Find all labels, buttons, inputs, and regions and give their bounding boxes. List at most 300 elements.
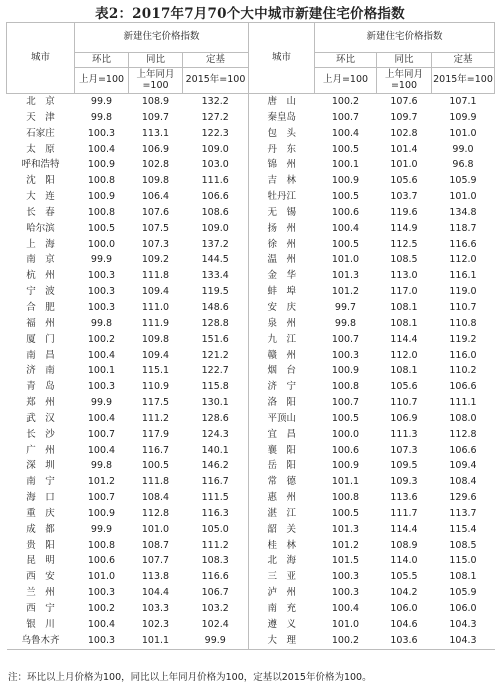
mom-value-left: 99.8: [90, 111, 113, 123]
base-value-right: 107.1: [449, 96, 477, 107]
base-value-left: 105.0: [183, 522, 249, 538]
table-row: [7, 268, 495, 284]
base-value-left: 99.9: [183, 633, 249, 649]
city-name-left: 北 京: [26, 96, 55, 107]
table-row: [7, 173, 495, 189]
mom-value-right: 100.2: [331, 96, 360, 107]
yoy-value-right: 103.7: [390, 191, 418, 203]
city-name-left: 南 昌: [26, 349, 55, 361]
yoy-value-right: 106.0: [390, 603, 418, 614]
base-value-left: 148.6: [183, 300, 249, 316]
city-name-left: 贵 阳: [26, 539, 55, 551]
base-value-right: 134.8: [449, 206, 477, 218]
city-name-left: 南 宁: [26, 476, 55, 488]
city-name-right: 泉 州: [267, 317, 296, 329]
mom-value-left: 100.8: [87, 206, 116, 218]
mom-value-left: 100.4: [87, 412, 116, 424]
yoy-value-left: 113.1: [141, 127, 170, 139]
base-value-right: 110.8: [449, 317, 477, 329]
mom-value-right: 99.8: [334, 317, 357, 329]
city-name-right: 洛 阳: [267, 397, 296, 409]
yoy-value-right: 109.7: [390, 111, 418, 123]
table-row: [7, 585, 495, 601]
table-row: [7, 474, 495, 490]
yoy-value-left: 109.2: [141, 254, 170, 266]
base-value-right: 119.2: [449, 333, 477, 345]
mom-value-left: 99.8: [90, 460, 113, 472]
city-name-right: 吉 林: [267, 175, 296, 187]
city-name-left: 呼和浩特: [21, 159, 60, 171]
yoy-value-left: 109.8: [141, 333, 170, 345]
yoy-value-left: 109.4: [141, 286, 170, 298]
table-row: [7, 538, 495, 554]
yoy-value-left: 111.8: [141, 270, 170, 282]
city-name-left: 杭 州: [26, 270, 55, 282]
city-name-right: 扬 州: [267, 222, 296, 234]
city-name-left: 长 沙: [26, 428, 55, 440]
yoy-value-right: 108.9: [390, 539, 418, 551]
base-value-right: 129.6: [449, 492, 477, 504]
base-value-right: 99.0: [452, 143, 474, 155]
table-row: [7, 348, 495, 364]
yoy-value-right: 113.0: [390, 270, 418, 282]
mom-value-left: 100.9: [87, 507, 116, 519]
yoy-value-right: 119.6: [390, 206, 418, 218]
yoy-value-left: 107.3: [141, 238, 170, 250]
mom-value-right: 100.7: [331, 333, 360, 345]
mom-value-right: 101.0: [331, 618, 360, 630]
column-header-city-right: 城市: [249, 23, 315, 94]
mom-value-left: 99.9: [90, 254, 113, 266]
mom-value-left: 100.0: [87, 238, 116, 250]
yoy-value-left: 101.1: [129, 633, 183, 649]
yoy-value-left: 108.4: [141, 492, 170, 504]
table-row: [7, 300, 495, 316]
base-value-left: 116.3: [183, 506, 249, 522]
yoy-value-left: 107.6: [141, 206, 170, 218]
city-name-left: 石家庄: [26, 127, 55, 139]
mom-value-right: 100.5: [331, 507, 360, 519]
city-name-left: 合 肥: [26, 301, 55, 313]
base-value-left: 130.1: [183, 395, 249, 411]
city-name-left: 海 口: [26, 492, 55, 504]
city-name-left: 福 州: [26, 317, 55, 329]
table-header: [7, 23, 495, 94]
mom-value-right: 99.7: [334, 301, 357, 313]
base-value-left: 151.6: [183, 332, 249, 348]
mom-value-left: 100.4: [87, 444, 116, 456]
city-name-left: 西 宁: [26, 603, 55, 614]
base-value-right: 115.0: [449, 555, 477, 567]
table-row: [7, 490, 495, 506]
yoy-value-right: 108.1: [390, 365, 418, 377]
city-name-left: 宁 波: [26, 286, 55, 298]
yoy-value-left: 116.7: [141, 444, 170, 456]
yoy-value-left: 103.3: [141, 603, 170, 614]
base-value-left: 128.6: [183, 411, 249, 427]
city-name-left: 郑 州: [26, 397, 55, 409]
table-row: [7, 617, 495, 633]
mom-value-left: 100.6: [87, 555, 116, 567]
city-name-right: 温 州: [267, 254, 296, 266]
yoy-value-right: 101.4: [390, 143, 418, 155]
city-name-right: 金 华: [267, 270, 296, 282]
base-value-right: 116.0: [449, 349, 477, 361]
base-value-right: 106.0: [449, 603, 477, 614]
yoy-value-right: 103.6: [377, 633, 432, 649]
column-group-header-right: 新建住宅价格指数: [315, 23, 495, 53]
base-value-left: 122.7: [183, 363, 249, 379]
mom-value-right: 100.8: [331, 381, 360, 393]
yoy-value-left: 109.7: [141, 111, 170, 123]
mom-value-left: 100.3: [75, 633, 129, 649]
city-name-left: 济 南: [26, 365, 55, 377]
yoy-value-right: 112.5: [390, 238, 418, 250]
mom-value-right: 101.2: [331, 286, 360, 298]
column-subheader-mom-right: 上月=100: [315, 68, 377, 94]
table-row: [7, 443, 495, 459]
mom-value-left: 100.3: [87, 127, 116, 139]
yoy-value-left: 102.8: [141, 159, 170, 171]
city-name-left: 深 圳: [26, 460, 55, 472]
mom-value-left: 100.3: [87, 270, 116, 282]
yoy-value-right: 107.6: [390, 96, 418, 107]
mom-value-right: 100.8: [331, 492, 360, 504]
mom-value-left: 99.9: [90, 397, 113, 409]
table-row: [7, 126, 495, 142]
yoy-value-right: 107.3: [390, 444, 418, 456]
table-row: [7, 506, 495, 522]
yoy-value-right: 102.8: [390, 127, 418, 139]
table-row: [7, 284, 495, 300]
mom-value-left: 100.4: [87, 143, 116, 155]
base-value-right: 112.0: [449, 254, 477, 266]
yoy-value-left: 111.0: [141, 301, 170, 313]
column-header-base-left: 定基: [183, 53, 249, 68]
mom-value-right: 100.7: [331, 397, 360, 409]
table-row: [7, 189, 495, 205]
yoy-value-left: 111.8: [141, 476, 170, 488]
city-name-left: 西 安: [26, 571, 55, 583]
mom-value-right: 100.3: [331, 587, 360, 599]
city-name-left: 天 津: [26, 111, 55, 123]
mom-value-left: 100.1: [87, 365, 116, 377]
base-value-right: 112.8: [449, 428, 477, 440]
yoy-value-right: 117.0: [390, 286, 418, 298]
base-value-left: 124.3: [183, 427, 249, 443]
mom-value-right: 100.3: [331, 349, 360, 361]
city-name-right: 韶 关: [267, 523, 296, 535]
yoy-value-right: 109.5: [390, 460, 418, 472]
base-value-left: 108.3: [183, 553, 249, 569]
mom-value-left: 99.9: [90, 523, 113, 535]
mom-value-right: 100.9: [331, 365, 360, 377]
base-value-right: 109.4: [449, 460, 477, 472]
base-value-right: 119.0: [449, 286, 477, 298]
column-header-city-left: 城市: [7, 23, 75, 94]
city-name-right: 济 宁: [267, 381, 296, 393]
yoy-value-right: 112.0: [390, 349, 418, 361]
yoy-value-right: 111.7: [390, 507, 418, 519]
yoy-value-left: 108.7: [141, 539, 170, 551]
yoy-value-left: 104.4: [141, 587, 170, 599]
city-name-left: 昆 明: [26, 555, 55, 567]
yoy-value-left: 112.8: [141, 507, 170, 519]
yoy-value-right: 104.6: [390, 618, 418, 630]
city-name-right: 惠 州: [267, 492, 296, 504]
base-value-left: 144.5: [183, 252, 249, 268]
mom-value-right: 100.4: [331, 603, 360, 614]
yoy-value-right: 108.1: [390, 301, 418, 313]
mom-value-left: 100.4: [87, 349, 116, 361]
mom-value-right: 101.3: [331, 270, 360, 282]
mom-value-left: 99.9: [90, 96, 113, 107]
base-value-right: 110.2: [449, 365, 477, 377]
table-body: [7, 94, 495, 650]
yoy-value-right: 105.6: [390, 175, 418, 187]
city-name-left: 武 汉: [26, 412, 55, 424]
city-name-left: 广 州: [26, 444, 55, 456]
city-name-right: 泸 州: [267, 587, 296, 599]
page-title: 表2：2017年7月70个大中城市新建住宅价格指数: [95, 6, 405, 22]
mom-value-right: 100.0: [331, 428, 360, 440]
mom-value-left: 100.7: [87, 428, 116, 440]
mom-value-right: 100.9: [331, 460, 360, 472]
mom-value-left: 100.8: [87, 539, 116, 551]
mom-value-right: 100.5: [331, 412, 360, 424]
city-name-right: 牡丹江: [267, 191, 296, 203]
yoy-value-right: 113.6: [390, 492, 418, 504]
yoy-value-left: 117.5: [141, 397, 170, 409]
yoy-value-left: 117.9: [141, 428, 170, 440]
base-value-right: 105.9: [449, 587, 477, 599]
table-row: [7, 316, 495, 332]
base-value-left: 109.0: [183, 142, 249, 158]
base-value-left: 103.2: [183, 601, 249, 617]
city-name-left: 乌鲁木齐: [7, 633, 75, 649]
yoy-value-right: 104.2: [390, 587, 418, 599]
table-row: [7, 237, 495, 253]
mom-value-right: 100.2: [315, 633, 377, 649]
city-name-right: 大 理: [249, 633, 315, 649]
base-value-right: 109.9: [449, 111, 477, 123]
base-value-right: 113.7: [449, 507, 477, 519]
table-row: [7, 205, 495, 221]
yoy-value-left: 113.8: [141, 571, 170, 583]
column-subheader-yoy-left: 上年同月=100: [129, 68, 183, 94]
city-name-right: 桂 林: [267, 539, 296, 551]
base-value-left: 140.1: [183, 443, 249, 459]
yoy-value-right: 105.5: [390, 571, 418, 583]
city-name-right: 南 充: [267, 603, 296, 614]
base-value-left: 102.4: [183, 617, 249, 633]
table-row: [7, 221, 495, 237]
table-row: [7, 142, 495, 158]
table-row: [7, 94, 495, 110]
mom-value-right: 100.4: [331, 127, 360, 139]
table-row: [7, 411, 495, 427]
base-value-right: 118.7: [449, 222, 477, 234]
base-value-left: 111.2: [183, 538, 249, 554]
base-value-right: 116.6: [449, 238, 477, 250]
mom-value-right: 100.5: [331, 238, 360, 250]
city-name-left: 厦 门: [26, 333, 55, 345]
city-name-left: 哈尔滨: [26, 222, 55, 234]
yoy-value-left: 111.9: [141, 317, 170, 329]
mom-value-right: 100.3: [331, 571, 360, 583]
city-name-right: 蚌 埠: [267, 286, 296, 298]
city-name-right: 岳 阳: [267, 460, 296, 472]
mom-value-left: 100.3: [87, 286, 116, 298]
footnote: 注：环比以上月价格为100，同比以上年同月价格为100，定基以2015年价格为100。: [8, 672, 372, 683]
city-name-right: 平顶山: [267, 412, 296, 424]
table-row: [7, 252, 495, 268]
city-name-right: 烟 台: [267, 365, 296, 377]
city-name-right: 赣 州: [267, 349, 296, 361]
base-value-left: 128.8: [183, 316, 249, 332]
yoy-value-right: 101.0: [390, 159, 418, 171]
city-name-left: 南 京: [26, 254, 55, 266]
city-name-right: 秦皇岛: [267, 111, 296, 123]
yoy-value-right: 110.7: [390, 397, 418, 409]
yoy-value-right: 111.3: [390, 428, 418, 440]
yoy-value-right: 105.6: [390, 381, 418, 393]
base-value-left: 108.6: [183, 205, 249, 221]
base-value-left: 121.2: [183, 348, 249, 364]
table-row: [7, 363, 495, 379]
column-group-header-left: 新建住宅价格指数: [75, 23, 249, 53]
city-name-right: 常 德: [267, 476, 296, 488]
base-value-left: 132.2: [183, 94, 249, 110]
mom-value-left: 101.0: [87, 571, 116, 583]
price-index-table: [6, 22, 495, 650]
yoy-value-right: 109.3: [390, 476, 418, 488]
city-name-left: 成 都: [26, 523, 55, 535]
mom-value-right: 100.1: [331, 159, 360, 171]
mom-value-right: 100.5: [331, 143, 360, 155]
table-row: [7, 379, 495, 395]
table-row: [7, 110, 495, 126]
column-subheader-mom-left: 上月=100: [75, 68, 129, 94]
city-name-right: 锦 州: [267, 159, 296, 171]
mom-value-right: 100.9: [331, 175, 360, 187]
column-header-mom-left: 环比: [75, 53, 129, 68]
base-value-right: 115.4: [449, 523, 477, 535]
base-value-right: 111.1: [449, 397, 477, 409]
city-name-left: 青 岛: [26, 381, 55, 393]
base-value-left: 116.6: [183, 569, 249, 585]
base-value-right: 106.6: [449, 444, 477, 456]
base-value-left: 106.6: [183, 189, 249, 205]
mom-value-left: 100.3: [87, 381, 116, 393]
city-name-left: 大 连: [26, 191, 55, 203]
table-row: [7, 458, 495, 474]
table-row: [7, 553, 495, 569]
mom-value-left: 100.3: [87, 301, 116, 313]
city-name-right: 遵 义: [267, 618, 296, 630]
yoy-value-left: 102.3: [141, 618, 170, 630]
mom-value-left: 101.2: [87, 476, 116, 488]
yoy-value-left: 101.0: [141, 523, 170, 535]
base-value-right: 108.4: [449, 476, 477, 488]
base-value-right: 108.5: [449, 539, 477, 551]
city-name-right: 包 头: [267, 127, 296, 139]
column-header-mom-right: 环比: [315, 53, 377, 68]
city-name-right: 襄 阳: [267, 444, 296, 456]
base-value-right: 104.3: [449, 618, 477, 630]
column-header-base-right: 定基: [432, 53, 495, 68]
mom-value-right: 100.7: [331, 111, 360, 123]
base-value-left: 122.3: [183, 126, 249, 142]
base-value-right: 101.0: [449, 127, 477, 139]
base-value-left: 111.5: [183, 490, 249, 506]
mom-value-right: 100.5: [331, 191, 360, 203]
column-subheader-yoy-right: 上年同月=100: [377, 68, 432, 94]
city-name-left: 沈 阳: [26, 175, 55, 187]
base-value-left: 119.5: [183, 284, 249, 300]
city-name-right: 宜 昌: [267, 428, 296, 440]
yoy-value-left: 108.9: [141, 96, 170, 107]
table-row: [7, 395, 495, 411]
base-value-right: 104.3: [432, 633, 495, 649]
yoy-value-left: 100.5: [141, 460, 170, 472]
table-row: [7, 157, 495, 173]
base-value-left: 106.7: [183, 585, 249, 601]
mom-value-right: 100.6: [331, 444, 360, 456]
base-value-left: 103.0: [183, 157, 249, 173]
mom-value-left: 100.9: [87, 191, 116, 203]
base-value-left: 133.4: [183, 268, 249, 284]
base-value-left: 116.7: [183, 474, 249, 490]
yoy-value-left: 106.9: [141, 143, 170, 155]
yoy-value-left: 115.1: [141, 365, 170, 377]
city-name-right: 安 庆: [267, 301, 296, 313]
table-row: [7, 427, 495, 443]
yoy-value-right: 114.4: [390, 333, 418, 345]
base-value-left: 127.2: [183, 110, 249, 126]
base-value-left: 111.6: [183, 173, 249, 189]
base-value-right: 108.1: [449, 571, 477, 583]
yoy-value-right: 108.1: [390, 317, 418, 329]
mom-value-left: 100.5: [87, 222, 116, 234]
table-row: [7, 522, 495, 538]
city-name-right: 北 海: [267, 555, 296, 567]
base-value-right: 106.6: [449, 381, 477, 393]
base-value-right: 110.7: [449, 301, 477, 313]
yoy-value-left: 110.9: [141, 381, 170, 393]
base-value-right: 108.0: [449, 412, 477, 424]
mom-value-left: 100.3: [87, 587, 116, 599]
mom-value-left: 100.2: [87, 603, 116, 614]
city-name-right: 徐 州: [267, 238, 296, 250]
table-row: [7, 601, 495, 617]
base-value-left: 146.2: [183, 458, 249, 474]
yoy-value-left: 111.2: [141, 412, 170, 424]
city-name-left: 太 原: [26, 143, 55, 155]
mom-value-left: 99.8: [90, 317, 113, 329]
base-value-right: 105.9: [449, 175, 477, 187]
yoy-value-left: 107.7: [141, 555, 170, 567]
base-value-left: 109.0: [183, 221, 249, 237]
city-name-right: 三 亚: [267, 571, 296, 583]
mom-value-right: 101.0: [331, 254, 360, 266]
city-name-left: 长 春: [26, 206, 55, 218]
mom-value-right: 100.6: [331, 206, 360, 218]
base-value-left: 115.8: [183, 379, 249, 395]
yoy-value-left: 106.4: [141, 191, 170, 203]
city-name-right: 九 江: [267, 333, 296, 345]
mom-value-right: 101.5: [331, 555, 360, 567]
